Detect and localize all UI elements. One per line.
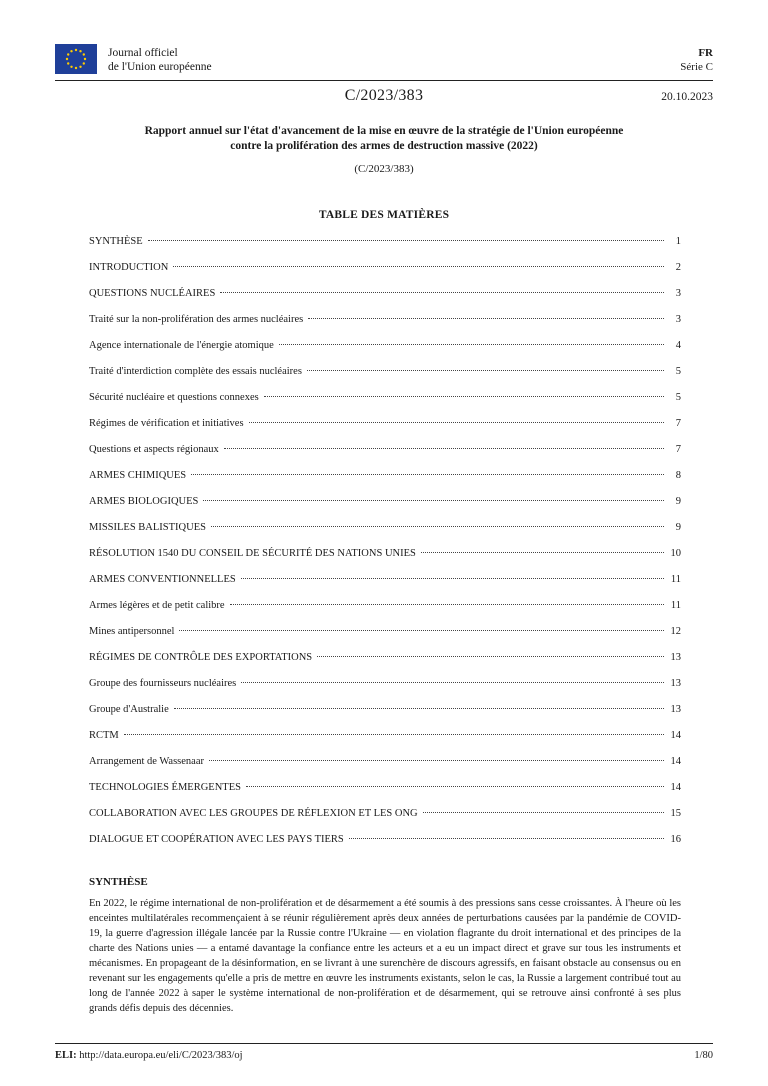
- flag-star: [83, 62, 85, 64]
- flag-star: [79, 50, 81, 52]
- toc-dot-leader: [241, 682, 664, 683]
- toc-dot-leader: [173, 266, 664, 267]
- section-heading: SYNTHÈSE: [89, 876, 148, 888]
- toc-entry-page: 12: [670, 626, 681, 637]
- journal-line-1: Journal officiel: [108, 47, 178, 59]
- toc-entry-label: ARMES CONVENTIONNELLES: [89, 574, 236, 585]
- flag-star: [67, 62, 69, 64]
- toc-dot-leader: [241, 578, 664, 579]
- publication-date: 20.10.2023: [661, 91, 713, 103]
- toc-entry-page: 14: [670, 756, 681, 767]
- toc-entry[interactable]: [89, 339, 681, 365]
- toc-entry-label: Agence internationale de l'énergie atomique: [89, 340, 274, 351]
- toc-entry-label: TECHNOLOGIES ÉMERGENTES: [89, 782, 241, 793]
- toc-entry-page: 4: [675, 340, 681, 351]
- toc-entry-page: 9: [675, 522, 681, 533]
- flag-background: [55, 44, 97, 74]
- flag-star: [79, 66, 81, 68]
- toc-entry-label: Traité d'interdiction complète des essais nucléaires: [89, 366, 302, 377]
- toc-entry-page: 13: [670, 704, 681, 715]
- toc-entry-label: RÉSOLUTION 1540 DU CONSEIL DE SÉCURITÉ DES NATIONS UNIES: [89, 548, 416, 559]
- toc-entry-label: Arrangement de Wassenaar: [89, 756, 204, 767]
- flag-star: [67, 53, 69, 55]
- toc-entry-page: 7: [675, 444, 681, 455]
- toc-dot-leader: [203, 500, 664, 501]
- toc-entry-page: 11: [670, 600, 681, 611]
- toc-dot-leader: [209, 760, 664, 761]
- toc-entry-label: ARMES CHIMIQUES: [89, 470, 187, 481]
- toc-entry-label: COLLABORATION AVEC LES GROUPES DE RÉFLEXION ET LES ONG: [89, 808, 418, 819]
- toc-entry-page: 13: [670, 652, 681, 663]
- toc-entry[interactable]: [89, 391, 681, 417]
- toc-dot-leader: [421, 552, 664, 553]
- journal-line-2: de l'Union européenne: [108, 61, 212, 73]
- flag-star: [84, 58, 86, 60]
- toc-dot-leader: [317, 656, 664, 657]
- eli-link[interactable]: http://data.europa.eu/eli/C/2023/383/oj: [79, 1050, 243, 1061]
- toc-dot-leader: [179, 630, 664, 631]
- toc-entry[interactable]: [89, 807, 681, 833]
- toc-entry[interactable]: [89, 547, 681, 573]
- flag-star: [70, 66, 72, 68]
- toc-title: TABLE DES MATIÈRES: [318, 209, 450, 221]
- toc-entry[interactable]: [89, 287, 681, 313]
- toc-entry[interactable]: [89, 521, 681, 547]
- flag-star: [83, 53, 85, 55]
- section-paragraph: En 2022, le régime international de non-prolifération et de désarmement a été soumis à des pressions sans cesse croissantes. À l'heure où les enceintes multilatérales recommençaient à se réunir régulièrement après deux années de perturbations causées par la pandémie de COVID-19, la guerre d'agression illégale lancée par la Russie contre l'Ukraine — en violation flagrante du droit international et des principes de la charte des Nations unies — a entamé davantage la confiance entre les acteurs et a eu un impact direct et grave sur tous les instruments et mécanismes. En propageant de la désinformation, en se livrant à une surenchère de discours agressifs, en faisant obstacle au consensus ou en revenant sur les engagements qu'elle a pris de mettre en œuvre les instruments existants, selon le cas, la Russie a largement contribué tout au long de l'année 2022 à saper le système international de non-prolifération et de désarmement, qui se retrouve ainsi confronté à ses plus grands défis depuis des décennies.: [89, 898, 681, 1014]
- toc-entry-label: Groupe des fournisseurs nucléaires: [89, 678, 237, 689]
- toc-entry-label: RCTM: [89, 730, 119, 741]
- toc-entry-label: Questions et aspects régionaux: [89, 444, 219, 455]
- toc-entry-page: 2: [675, 262, 681, 273]
- toc-entry-label: SYNTHÈSE: [89, 236, 143, 247]
- flag-star: [70, 50, 72, 52]
- toc-entry-page: 16: [670, 834, 681, 845]
- header-divider: [55, 80, 713, 81]
- toc-dot-leader: [308, 318, 664, 319]
- journal-name: [108, 46, 212, 74]
- toc-entry[interactable]: [89, 469, 681, 495]
- document-sub-reference: (C/2023/383): [354, 163, 414, 175]
- toc-entry[interactable]: [89, 365, 681, 391]
- toc-entry-label: Mines antipersonnel: [89, 626, 175, 637]
- toc-dot-leader: [264, 396, 664, 397]
- language-series-block: [680, 46, 713, 74]
- toc-dot-leader: [148, 240, 664, 241]
- toc-entry[interactable]: [89, 677, 681, 703]
- eli-reference: [55, 1050, 243, 1061]
- toc-dot-leader: [220, 292, 664, 293]
- toc-entry-page: 1: [675, 236, 681, 247]
- toc-entry-label: Sécurité nucléaire et questions connexes: [89, 392, 259, 403]
- flag-star: [75, 67, 77, 69]
- toc-dot-leader: [423, 812, 664, 813]
- toc-entry-page: 15: [670, 808, 681, 819]
- flag-star: [75, 49, 77, 51]
- toc-entry-label: Groupe d'Australie: [89, 704, 169, 715]
- title-line-1: Rapport annuel sur l'état d'avancement de la mise en œuvre de la stratégie de l'Union européenne: [144, 125, 624, 137]
- toc-entry[interactable]: [89, 703, 681, 729]
- toc-entry-label: Traité sur la non-prolifération des armes nucléaires: [89, 314, 304, 325]
- toc-entry-label: Armes légères et de petit calibre: [89, 600, 225, 611]
- toc-dot-leader: [211, 526, 664, 527]
- table-of-contents: [89, 235, 681, 859]
- toc-entry-page: 10: [670, 548, 681, 559]
- toc-dot-leader: [174, 708, 664, 709]
- toc-entry-label: ARMES BIOLOGIQUES: [89, 496, 199, 507]
- footer-divider: [55, 1043, 713, 1044]
- toc-dot-leader: [246, 786, 664, 787]
- toc-entry[interactable]: [89, 495, 681, 521]
- toc-entry[interactable]: [89, 781, 681, 807]
- toc-entry-page: 5: [675, 392, 681, 403]
- toc-entry-label: QUESTIONS NUCLÉAIRES: [89, 288, 216, 299]
- toc-entry-label: RÉGIMES DE CONTRÔLE DES EXPORTATIONS: [89, 652, 313, 663]
- toc-dot-leader: [279, 344, 664, 345]
- toc-entry-label: MISSILES BALISTIQUES: [89, 522, 206, 533]
- toc-dot-leader: [224, 448, 664, 449]
- toc-entry-page: 13: [670, 678, 681, 689]
- toc-entry[interactable]: [89, 443, 681, 469]
- toc-entry[interactable]: [89, 625, 681, 651]
- toc-entry-label: DIALOGUE ET COOPÉRATION AVEC LES PAYS TIERS: [89, 834, 344, 845]
- toc-entry[interactable]: [89, 651, 681, 677]
- toc-entry-page: 3: [675, 314, 681, 325]
- title-line-2: contre la prolifération des armes de destruction massive (2022): [230, 140, 538, 152]
- toc-entry[interactable]: [89, 755, 681, 781]
- document-reference: C/2023/383: [344, 87, 424, 104]
- language-code: FR: [698, 47, 713, 59]
- toc-entry-label: Régimes de vérification et initiatives: [89, 418, 244, 429]
- toc-entry[interactable]: [89, 417, 681, 443]
- eli-label: ELI:: [55, 1050, 77, 1061]
- toc-entry-page: 8: [675, 470, 681, 481]
- toc-entry[interactable]: [89, 235, 681, 261]
- toc-dot-leader: [307, 370, 664, 371]
- toc-dot-leader: [124, 734, 664, 735]
- toc-entry-page: 14: [670, 730, 681, 741]
- toc-entry[interactable]: [89, 833, 681, 859]
- eu-flag-icon: [55, 44, 97, 74]
- flag-star: [66, 58, 68, 60]
- toc-entry-page: 9: [675, 496, 681, 507]
- series-label: Série C: [680, 61, 713, 73]
- toc-entry-page: 7: [675, 418, 681, 429]
- toc-entry-page: 14: [670, 782, 681, 793]
- toc-dot-leader: [349, 838, 664, 839]
- toc-entry[interactable]: [89, 599, 681, 625]
- toc-dot-leader: [249, 422, 664, 423]
- toc-entry[interactable]: [89, 313, 681, 339]
- toc-entry-page: 5: [675, 366, 681, 377]
- toc-entry-page: 11: [670, 574, 681, 585]
- toc-dot-leader: [230, 604, 664, 605]
- toc-entry-label: INTRODUCTION: [89, 262, 169, 273]
- toc-entry-page: 3: [675, 288, 681, 299]
- toc-entry[interactable]: [89, 573, 681, 599]
- toc-entry[interactable]: [89, 729, 681, 755]
- document-title: [90, 124, 678, 154]
- toc-dot-leader: [191, 474, 664, 475]
- toc-entry[interactable]: [89, 261, 681, 287]
- page-number: 1/80: [694, 1050, 713, 1061]
